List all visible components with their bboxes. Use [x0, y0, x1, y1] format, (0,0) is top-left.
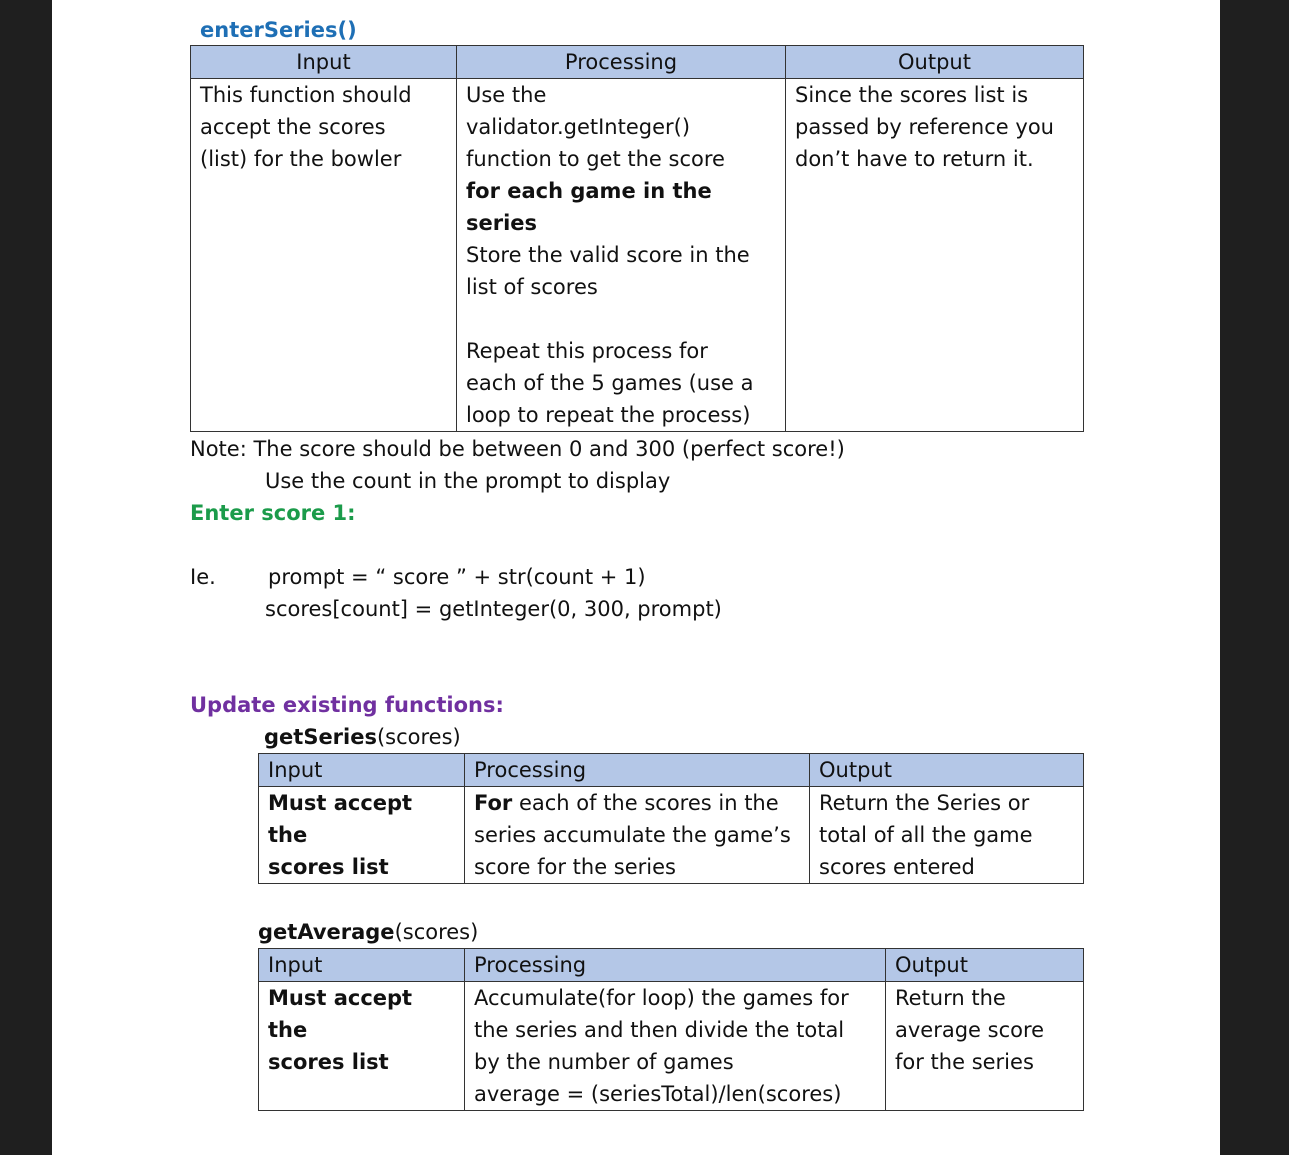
input-cell: Must accept the scores list: [259, 982, 465, 1111]
code-line-1: prompt = “ score ” + str(count + 1): [268, 565, 646, 589]
processing-bold-text: for each game in the series: [466, 179, 712, 235]
get-series-body-row: [259, 787, 1084, 884]
get-series-heading: [264, 721, 461, 753]
code-line-2: scores[count] = getInteger(0, 300, prompt): [265, 597, 722, 621]
example-prompt: Enter score 1:: [190, 501, 356, 525]
get-average-heading: [258, 916, 478, 948]
processing-text-1: Use the validator.getInteger() function to get the score: [466, 83, 725, 171]
input-header: Input: [259, 949, 465, 982]
note-line-1: Note: The score should be between 0 and 300 (perfect score!): [190, 437, 845, 461]
enter-series-header-row: [191, 46, 1084, 79]
get-series-table: [258, 753, 1084, 884]
output-cell: Return the average score for the series: [886, 982, 1084, 1111]
enter-series-heading: enterSeries(): [200, 18, 357, 42]
get-series-params: (scores): [376, 725, 461, 749]
processing-bold-text: For: [474, 791, 513, 815]
document-page: [52, 0, 1220, 1155]
processing-header: Processing: [465, 754, 810, 787]
note-line-2: Use the count in the prompt to display: [265, 469, 671, 493]
output-cell: Return the Series or total of all the game scores entered: [810, 787, 1084, 884]
processing-cell: [465, 787, 810, 884]
get-average-params: (scores): [394, 920, 479, 944]
get-average-body-row: [259, 982, 1084, 1111]
get-series-name: getSeries: [264, 725, 377, 749]
enter-series-body-row: [191, 79, 1084, 432]
processing-header: Processing: [465, 949, 886, 982]
processing-cell: Accumulate(for loop) the games for the series and then divide the total by the number of games average = (seriesTotal)/len(scores): [465, 982, 886, 1111]
enter-series-table: [190, 45, 1084, 432]
output-header: Output: [886, 949, 1084, 982]
get-average-table: [258, 948, 1084, 1111]
update-heading: Update existing functions:: [190, 693, 504, 717]
output-header: Output: [810, 754, 1084, 787]
ie-label: Ie.: [190, 565, 216, 589]
get-series-header-row: [259, 754, 1084, 787]
output-header: Output: [786, 46, 1084, 79]
get-average-header-row: [259, 949, 1084, 982]
processing-text-2: Store the valid score in the list of scores Repeat this process for each of the 5 games (use a loop to repeat the process): [466, 243, 754, 427]
input-header: Input: [259, 754, 465, 787]
input-cell: Must accept the scores list: [259, 787, 465, 884]
processing-header: Processing: [457, 46, 786, 79]
input-header: Input: [191, 46, 457, 79]
get-average-name: getAverage: [258, 920, 395, 944]
processing-cell: [457, 79, 786, 432]
input-cell: This function should accept the scores (list) for the bowler: [191, 79, 457, 432]
processing-text: each of the scores in the series accumulate the game’s score for the series: [474, 791, 791, 879]
output-cell: Since the scores list is passed by reference you don’t have to return it.: [786, 79, 1084, 432]
